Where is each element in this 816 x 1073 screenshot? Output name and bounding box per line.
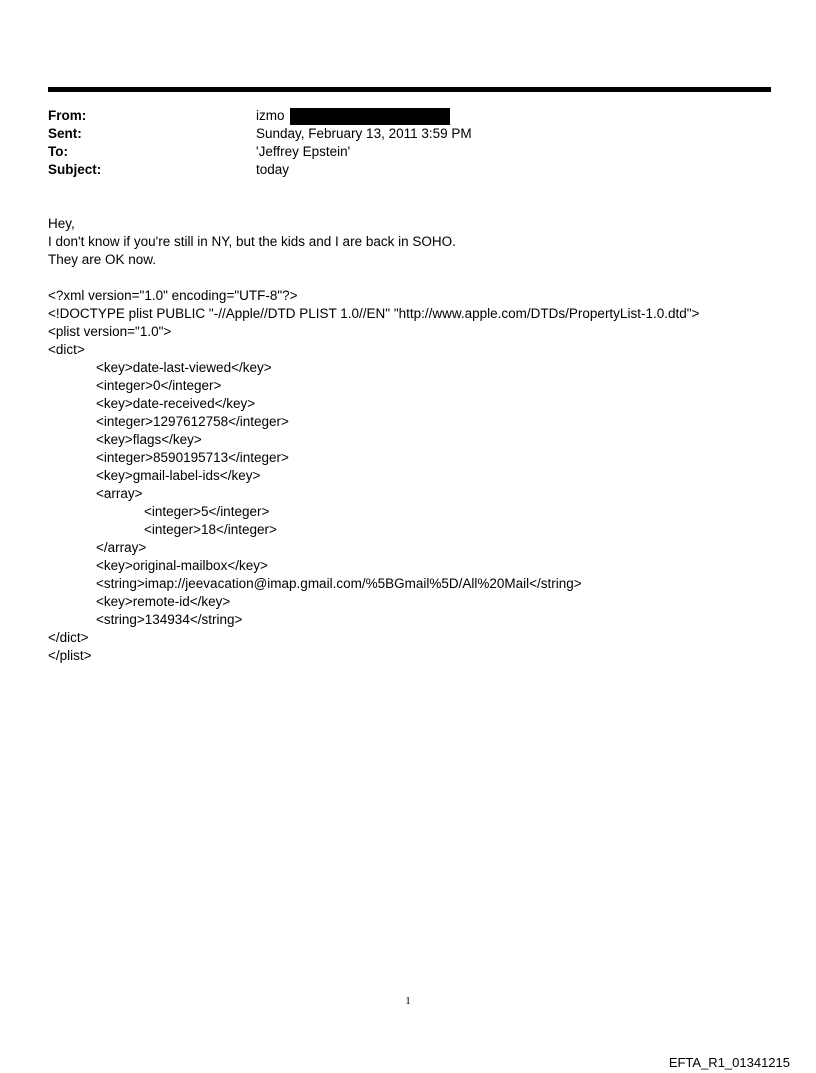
sent-label: Sent: <box>48 126 82 141</box>
message-line: They are OK now. <box>48 252 157 267</box>
plist-line: <integer>18</integer> <box>144 522 277 537</box>
plist-line: <?xml version="1.0" encoding="UTF-8"?> <box>48 288 298 303</box>
from-row <box>48 107 748 125</box>
paragraph-gap <box>48 269 768 287</box>
subject-row <box>48 161 748 179</box>
plist-line: <array> <box>96 486 143 501</box>
to-value: 'Jeffrey Epstein' <box>256 144 351 159</box>
plist-line: <plist version="1.0"> <box>48 324 172 339</box>
message-line: Hey, <box>48 216 75 231</box>
plist-line: <key>date-last-viewed</key> <box>96 360 272 375</box>
from-value: izmo <box>256 108 285 123</box>
plist-line: <key>date-received</key> <box>96 396 256 411</box>
plist-line: <dict> <box>48 342 85 357</box>
sent-value: Sunday, February 13, 2011 3:59 PM <box>256 126 472 141</box>
plist-line: <key>gmail-label-ids</key> <box>96 468 261 483</box>
plist-line: </dict> <box>48 630 89 645</box>
redaction-box <box>290 108 450 125</box>
sent-row <box>48 125 748 143</box>
plist-line: <key>original-mailbox</key> <box>96 558 268 573</box>
plist-line: <!DOCTYPE plist PUBLIC "-//Apple//DTD PLIST 1.0//EN" "http://www.apple.com/DTDs/PropertyList-1.0.dtd"> <box>48 306 700 321</box>
plist-line: <integer>1297612758</integer> <box>96 414 289 429</box>
page-number: 1 <box>405 995 411 1007</box>
plist-line: <key>remote-id</key> <box>96 594 231 609</box>
header-divider <box>48 87 771 92</box>
to-row <box>48 143 748 161</box>
plist-line: </plist> <box>48 648 92 663</box>
plist-line: <integer>8590195713</integer> <box>96 450 289 465</box>
plist-line: </array> <box>96 540 147 555</box>
from-label: From: <box>48 108 87 123</box>
from-value-container <box>256 107 748 125</box>
email-body <box>48 215 768 665</box>
plist-line: <string>imap://jeevacation@imap.gmail.com/%5BGmail%5D/All%20Mail</string> <box>96 576 582 591</box>
document-id: EFTA_R1_01341215 <box>668 1055 790 1070</box>
email-header <box>48 107 748 179</box>
plist-line: <key>flags</key> <box>96 432 202 447</box>
to-label: To: <box>48 144 68 159</box>
plist-line: <integer>5</integer> <box>144 504 270 519</box>
message-line: I don't know if you're still in NY, but the kids and I are back in SOHO. <box>48 234 456 249</box>
subject-value: today <box>256 162 290 177</box>
subject-label: Subject: <box>48 162 102 177</box>
plist-line: <string>134934</string> <box>96 612 243 627</box>
plist-line: <integer>0</integer> <box>96 378 222 393</box>
